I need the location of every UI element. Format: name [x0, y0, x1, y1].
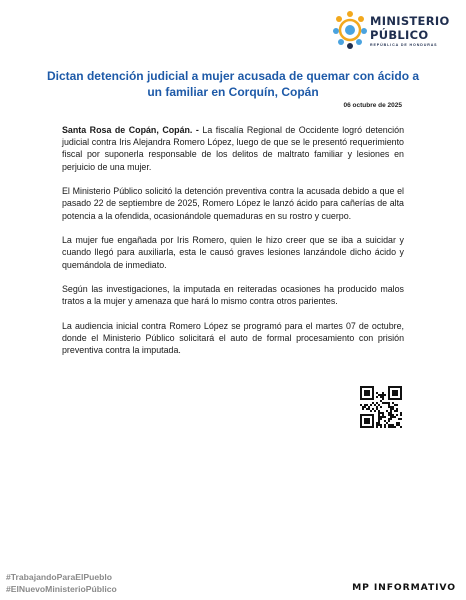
- paragraph-3: La mujer fue engañada por Iris Romero, quien le hizo creer que se iba a suicidar y cuando llegó para auxiliarla, esta le causó graves lesiones lanzándole dicho ácido y quemándola de inmediato.: [62, 235, 404, 270]
- lead-location: Santa Rosa de Copán, Copán. -: [62, 125, 199, 135]
- paragraph-4: Según las investigaciones, la imputada en reiteradas ocasiones ha producido malos tratos a la mujer y amenaza que hará lo mismo contra otros parientes.: [62, 284, 404, 307]
- article-title: Dictan detención judicial a mujer acusada de quemar con ácido a un familiar en Corquín, Copán: [46, 69, 420, 99]
- mp-informativo-label: MP INFORMATIVO: [352, 582, 456, 593]
- logo-line1: MINISTERIO: [370, 14, 450, 28]
- paragraph-2: El Ministerio Público solicitó la detención preventiva contra la acusada debido a que el pasado 22 de septiembre de 2025, Romero López le lanzó ácido para cañerías de alta potencia a la ofendida, ocasionándole quemaduras en su rostro y cuerpo.: [62, 186, 404, 221]
- logo-line2: PÚBLICO: [370, 28, 429, 42]
- article-body: [62, 124, 404, 369]
- paragraph-1-text: La fiscalía Regional de Occidente logró detención judicial contra Iris Alejandra Romero López, luego de que se le presentó requerimiento fiscal por suponerla responsable de los delitos de maltrato familiar y lesiones en perjuicio de una mujer.: [62, 125, 404, 172]
- logo-emblem-icon: [330, 8, 370, 52]
- footer-hashtags: [6, 572, 117, 595]
- hashtag-nuevo-ministerio: #ElNuevoMinisterioPúblico: [6, 583, 117, 594]
- paragraph-1: [62, 124, 404, 173]
- paragraph-5: La audiencia inicial contra Romero López se programó para el martes 07 de octubre, donde el Ministerio Público solicitará el auto de formal procesamiento con prisión preventiva contra la imputada.: [62, 321, 404, 356]
- logo-text: [370, 14, 450, 47]
- ministerio-publico-logo: [330, 8, 458, 52]
- logo-subtitle: REPÚBLICA DE HONDURAS: [370, 43, 438, 47]
- qr-code-icon: [360, 386, 402, 428]
- article-date: 06 octubre de 2025: [343, 102, 402, 109]
- hashtag-trabajando: #TrabajandoParaElPueblo: [6, 572, 113, 582]
